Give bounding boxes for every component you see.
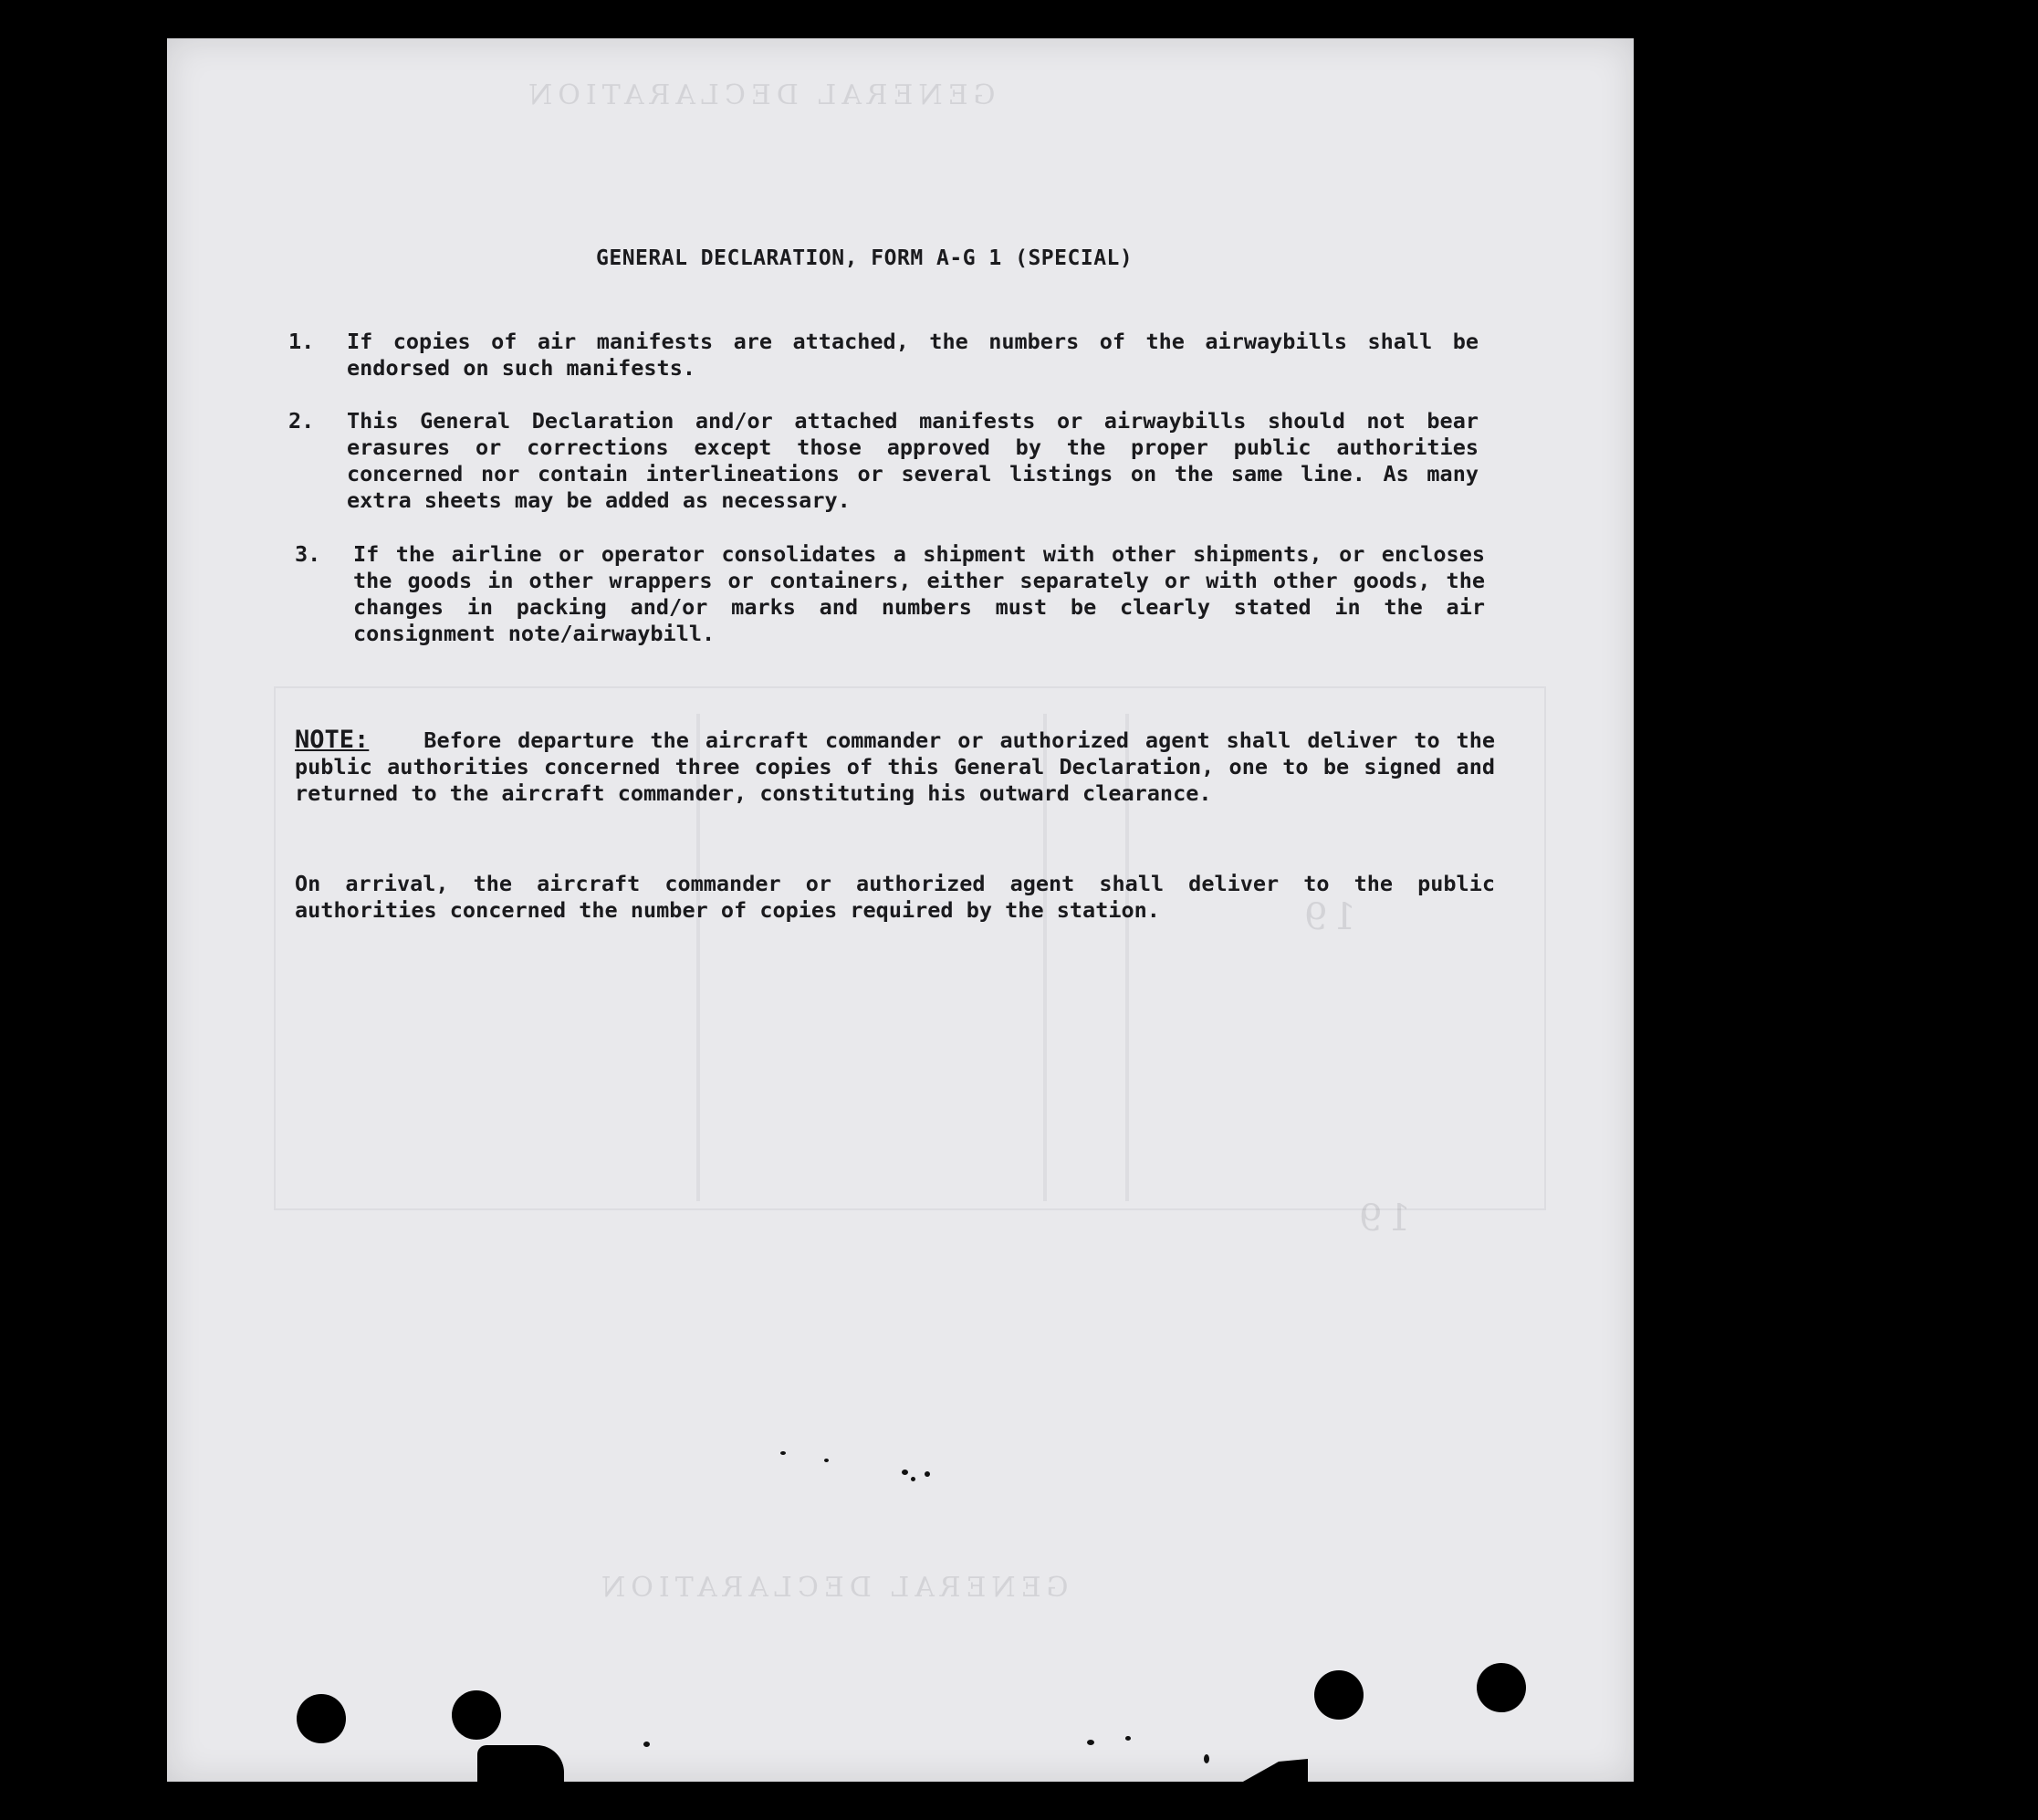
show-through-heading: GENERAL DECLARATION	[523, 79, 996, 111]
ink-speck	[780, 1451, 786, 1455]
torn-edge-left	[477, 1745, 564, 1786]
punch-hole-left-1	[297, 1694, 346, 1743]
list-item-number: 1.	[288, 329, 315, 354]
punch-hole-right-2	[1477, 1663, 1526, 1712]
ink-speck	[1087, 1740, 1094, 1745]
list-item-text: If the airline or operator consolidates a shipment with other shipments, or encloses the goods in other wrappers or containers, either separately or with other goods, the changes in packing and/or marks and numbers must be clearly stated in the air consignment note/airwaybill.	[353, 541, 1485, 646]
note-text: Before departure the aircraft commander or authorized agent shall deliver to the public authorities concerned three copies of this General Declaration, one to be signed and returned to the aircraft commander, constituting his outward clearance.	[295, 727, 1495, 806]
document-page	[167, 38, 1634, 1782]
note-paragraph	[295, 727, 1495, 807]
torn-edge-right	[1235, 1759, 1308, 1786]
arrival-paragraph: On arrival, the aircraft commander or authorized agent shall deliver to the public authorities concerned the number of copies required by the station.	[295, 871, 1495, 923]
ink-speck	[925, 1471, 930, 1477]
show-through-number-2: 19	[1353, 1198, 1411, 1239]
ink-speck	[902, 1470, 908, 1475]
document-title: GENERAL DECLARATION, FORM A-G 1 (SPECIAL)	[596, 246, 1134, 270]
list-item-text: If copies of air manifests are attached, the numbers of the airwaybills shall be endorsed on such manifests.	[347, 329, 1479, 381]
ink-speck	[1204, 1754, 1209, 1763]
show-through-number: 19	[1299, 896, 1356, 938]
punch-hole-left-2	[452, 1690, 501, 1740]
punch-hole-right-1	[1314, 1670, 1364, 1720]
ink-speck	[911, 1477, 915, 1481]
list-item-number: 3.	[295, 541, 321, 567]
note-label: NOTE:	[295, 726, 370, 754]
list-item-text: This General Declaration and/or attached manifests or airwaybills should not bear erasures or corrections except those approved by the proper public authorities concerned nor contain interlineations or several listings on the same line. As many extra sheets may be added as necessary.	[347, 408, 1479, 513]
ink-speck	[1125, 1736, 1131, 1741]
show-through-footer: GENERAL DECLARATION	[596, 1572, 1069, 1604]
list-item-number: 2.	[288, 408, 315, 434]
ink-speck	[824, 1459, 829, 1462]
ink-speck	[643, 1742, 650, 1747]
